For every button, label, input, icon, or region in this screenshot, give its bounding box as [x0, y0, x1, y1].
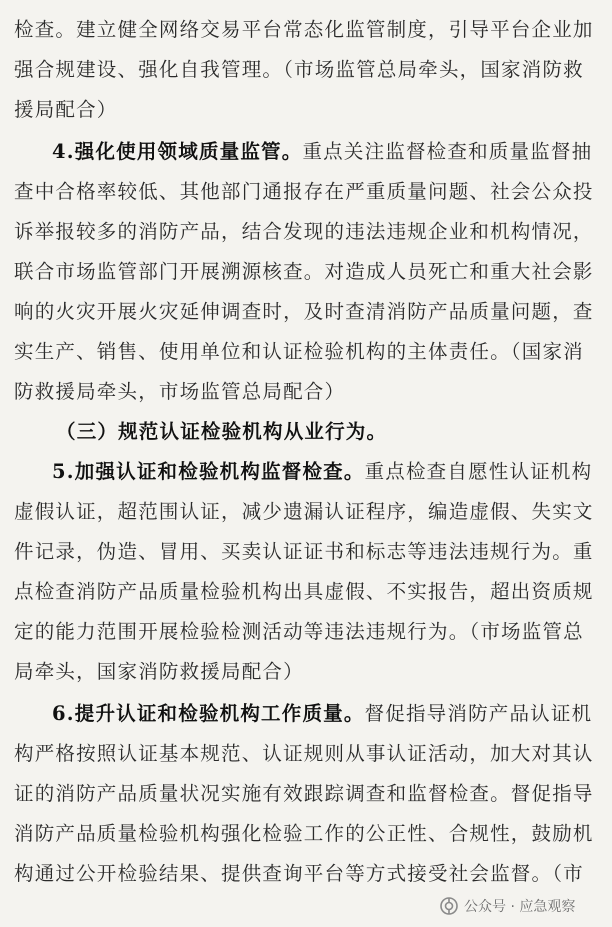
text-line: 件记录，伪造、冒用、买卖认证证书和标志等违法违规行为。重: [14, 540, 594, 563]
section-heading: （三）规范认证检验机构从业行为。: [56, 420, 388, 443]
paragraph-heading-line: 4.强化使用领域质量监管。重点关注监督检查和质量监督抽: [52, 140, 593, 163]
watermark: [440, 895, 575, 917]
text-line: 强合规建设、强化自我管理。（市场监管总局牵头，国家消防救: [14, 58, 584, 81]
text-line: 构严格按照认证基本规范、认证规则从事认证活动，加大对其认: [14, 742, 594, 765]
text-line: 定的能力范围开展检验检测活动等违法违规行为。（市场监管总: [14, 620, 584, 643]
text-line: 证的消防产品质量状况实施有效跟踪调查和监督检查。督促指导: [14, 782, 594, 805]
paragraph-heading: 4.强化使用领域质量监管。: [52, 140, 303, 163]
paragraph-heading: 6.提升认证和检验机构工作质量。: [52, 702, 365, 725]
text-line: 联合市场监管部门开展溯源核查。对造成人员死亡和重大社会影: [14, 260, 594, 283]
text-line: 构通过公开检验结果、提供查询平台等方式接受社会监督。（市: [14, 862, 584, 885]
paragraph-heading-line: 6.提升认证和检验机构工作质量。督促指导消防产品认证机: [52, 702, 593, 725]
text-line: 查中合格率较低、其他部门通报存在严重质量问题、社会公众投: [14, 180, 594, 203]
text-line: 防救援局牵头，市场监管总局配合）: [14, 380, 346, 403]
text-line: 援局配合）: [14, 98, 118, 121]
watermark-text: 公众号 · 应急观察: [464, 899, 576, 915]
text-line: 消防产品质量检验机构强化检验工作的公正性、合规性，鼓励机: [14, 822, 594, 845]
text-line: 点检查消防产品质量检验机构出具虚假、不实报告，超出资质规: [14, 580, 594, 603]
text-line: 局牵头，国家消防救援局配合）: [14, 660, 304, 683]
section-heading-line: [56, 420, 598, 450]
text-line: 检查。建立健全网络交易平台常态化监管制度，引导平台企业加: [14, 18, 594, 41]
text-line: 虚假认证，超范围认证，减少遗漏认证程序，编造虚假、失实文: [14, 500, 594, 523]
text-line: 实生产、销售、使用单位和认证检验机构的主体责任。（国家消: [14, 340, 584, 363]
paragraph-heading: 5.加强认证和检验机构监督检查。: [52, 460, 365, 483]
text-line: 响的火灾开展火灾延伸调查时，及时查清消防产品质量问题，查: [14, 300, 594, 323]
text-line: 诉举报较多的消防产品，结合发现的违法违规企业和机构情况，: [14, 220, 594, 243]
wechat-official-account-icon: [440, 897, 458, 915]
paragraph-heading-line: 5.加强认证和检验机构监督检查。重点检查自愿性认证机构: [52, 460, 593, 483]
